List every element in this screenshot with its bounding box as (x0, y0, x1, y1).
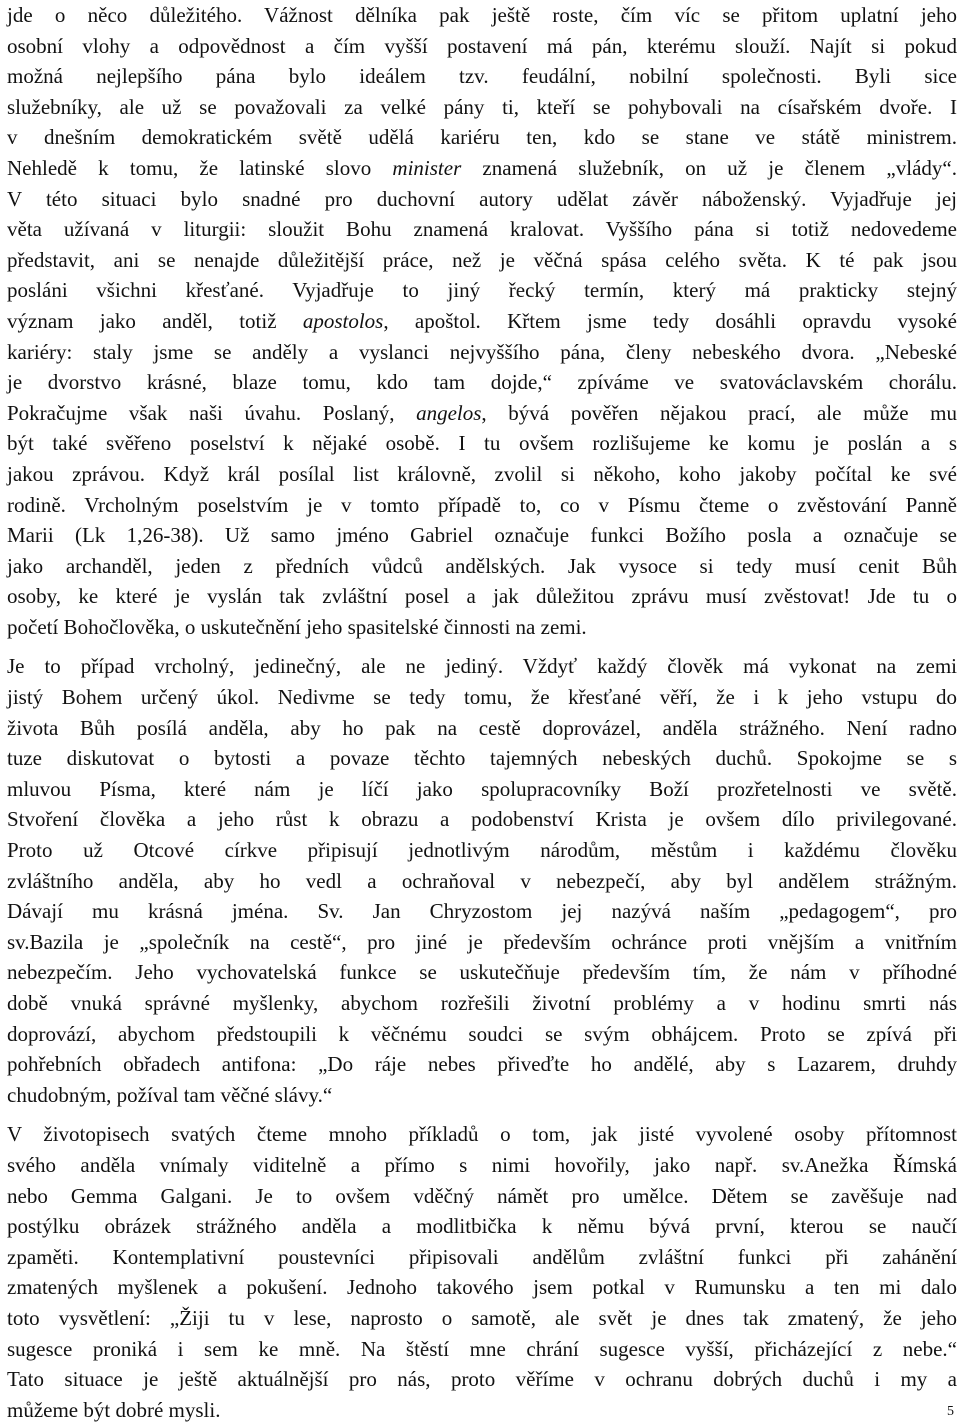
text-line: sv.Bazila je „společník na cestě“, pro jiné je především ochránce proti vnějším a vnitřním (7, 929, 957, 954)
text-line: služebníky, ale už se považovali za velké pány ti, kteří se pohybovali na císařském dvoře. I (7, 94, 957, 119)
text-line: jakou zprávou. Když král posílal list královně, zvolil si někoho, koho jakoby počítal ke své (7, 461, 957, 486)
text-line: význam jako anděl, totiž apostolos, apoštol. Křtem jsme tedy dosáhli opravdu vysoké (7, 308, 957, 333)
text-line: době vnuká správné myšlenky, abychom rozřešili životní problémy a v hodinu smrti nás (7, 991, 957, 1015)
text-line: posláni všichni křesťané. Vyjadřuje to jiný řecký termín, který má prakticky stejný (7, 278, 957, 303)
text-line: jde o něco důležitého. Vážnost dělníka pak ještě roste, čím víc se přitom uplatní jeho (7, 3, 957, 27)
text-line: Tato situace je ještě aktuálnější pro nás, proto věříme v ochranu dobrých duchů i my a (7, 1367, 957, 1392)
text-line: toto vysvětlení: „Žiji tu v lese, naprosto o samotě, ale svět je dnes tak zmatený, že jeho (7, 1305, 957, 1330)
text-line: mluvou Písma, které nám je líčí jako spolupracovníky Boží prozřetelnosti ve světě. (7, 776, 957, 801)
text-line: početí Bohočlověka, o uskutečnění jeho spasitelské činnosti na zemi. (7, 614, 587, 639)
text-line: zvláštního anděla, aby ho vedl a ochraňoval v nebezpečí, aby byl andělem strážným. (7, 868, 957, 893)
text-line: tuze diskutovat o bytosti a povaze těchto tajemných nebeských duchů. Spokojme se s (7, 746, 957, 771)
paragraph (7, 651, 957, 1110)
text-line: být také svěřeno poselství k nějaké osobě. I tu ovšem rozlišujeme ke komu je poslán a s (7, 431, 957, 456)
text-line: rodině. Vrcholným poselstvím je v tomto případě to, co v Písmu čteme o zvěstování Panně (7, 492, 957, 517)
text-line: zpaměti. Kontemplativní poustevníci připisovali andělům zvláštní funkci při zahánění (7, 1244, 957, 1269)
paragraph (7, 1119, 957, 1425)
text-line: zmatených myšlenek a pokušení. Jednoho takového jsem potkal v Rumunsku a ten mi dalo (7, 1275, 957, 1300)
text-line: v dnešním demokratickém světě udělá kariéru ten, kdo se stane ve státě ministrem. (7, 125, 957, 150)
text-line: nebezpečím. Jeho vychovatelská funkce se uskutečňuje především tím, že nám v příhodné (7, 960, 957, 985)
page-number: 5 (947, 1404, 954, 1419)
text-line: jistý Bohem určený úkol. Nedivme se tedy tomu, že křesťané věří, že i k jeho vstupu do (7, 685, 957, 710)
text-line: můžeme být dobré mysli. (7, 1397, 221, 1422)
text-line: kariéry: staly jsme se anděly a vyslanci nejvyššího pána, členy nebeského dvora. „Nebeské (7, 339, 957, 364)
text-line: představit, ani se nenajde důležitější práce, než je věčná spása celého světa. K té pak jsou (7, 247, 957, 272)
text-line: Pokračujme však naši úvahu. Poslaný, angelos, bývá pověřen nějakou prací, ale může mu (7, 400, 958, 425)
text-line: V této situaci bylo snadné pro duchovní autory udělat závěr náboženský. Vyjadřuje jej (7, 186, 957, 211)
text-line: jako archanděl, jeden z předních vůdců andělských. Jak vysoce si tedy musí cenit Bůh (7, 553, 957, 578)
paragraph-gap (7, 1110, 957, 1119)
text-line: Stvoření člověka a jeho růst k obrazu a podobenství Krista je ovšem dílo privilegované. (7, 807, 957, 832)
text-line: nebo Gemma Galgani. Je to ovšem vděčný námět pro umělce. Dětem se zavěšuje nad (7, 1183, 957, 1208)
paragraph-gap (7, 642, 957, 651)
text-line: osobní vlohy a odpovědnost a čím vyšší postavení má pán, kterému slouží. Najít si pokud (7, 33, 957, 58)
text-line: postýlku obrázek strážného anděla a modlitbička k němu bývá první, kterou se naučí (7, 1214, 957, 1239)
text-line: chudobným, požíval tam věčné slávy.“ (7, 1082, 333, 1107)
text-line: doprovází, abychom předstoupili k věčnému soudci se svým obhájcem. Proto se zpívá při (7, 1021, 957, 1046)
text-line: života Bůh posílá anděla, aby ho pak na cestě doprovázel, anděla strážného. Není radno (7, 715, 957, 740)
text-line: Marii (Lk 1,26-38). Už samo jméno Gabriel označuje funkci Božího posla a označuje se (7, 523, 957, 548)
text-line: pohřebních obřadech antifona: „Do ráje nebes přiveďte ho andělé, aby s Lazarem, druhdy (7, 1052, 957, 1077)
text-line: Proto už Otcové církve připisují jednotlivým národům, městům i každému člověku (7, 838, 957, 863)
text-line: Dávají mu krásná jména. Sv. Jan Chryzostom jej nazývá naším „pedagogem“, pro (7, 899, 957, 924)
text-line: věta užívaná v liturgii: sloužit Bohu znamená kralovat. Vyššího pána si totiž nedovedeme (7, 217, 957, 242)
text-line: je dvorstvo krásné, blaze tomu, kdo tam dojde,“ zpíváme ve svatováclavském chorálu. (7, 370, 957, 395)
text-line: svého anděla vnímaly viditelně a přímo s nimi hovořily, jako např. sv.Anežka Římská (7, 1152, 957, 1177)
text-line: Nehledě k tomu, že latinské slovo minister znamená služebník, on už je členem „vlády“. (7, 155, 957, 180)
text-line: V životopisech svatých čteme mnoho příkladů o tom, jak jisté vyvolené osoby přítomnost (7, 1122, 957, 1147)
text-line: Je to případ vrcholný, jedinečný, ale ne jediný. Vždyť každý člověk má vykonat na zemi (7, 654, 957, 679)
text-line: možná nejlepšího pána bylo ideálem tzv. feudální, nobilní společnosti. Byli sice (7, 64, 957, 89)
text-line: osoby, ke které je vyslán tak zvláštní posel a jak důležitou zprávu musí zvěstovat! Jde tu o (7, 584, 957, 609)
paragraph (7, 0, 957, 642)
body-text (7, 0, 957, 1425)
text-line: sugesce proniká i sem ke mně. Na štěstí mne chrání sugesce vyšší, přicházející z nebe.“ (7, 1336, 957, 1361)
